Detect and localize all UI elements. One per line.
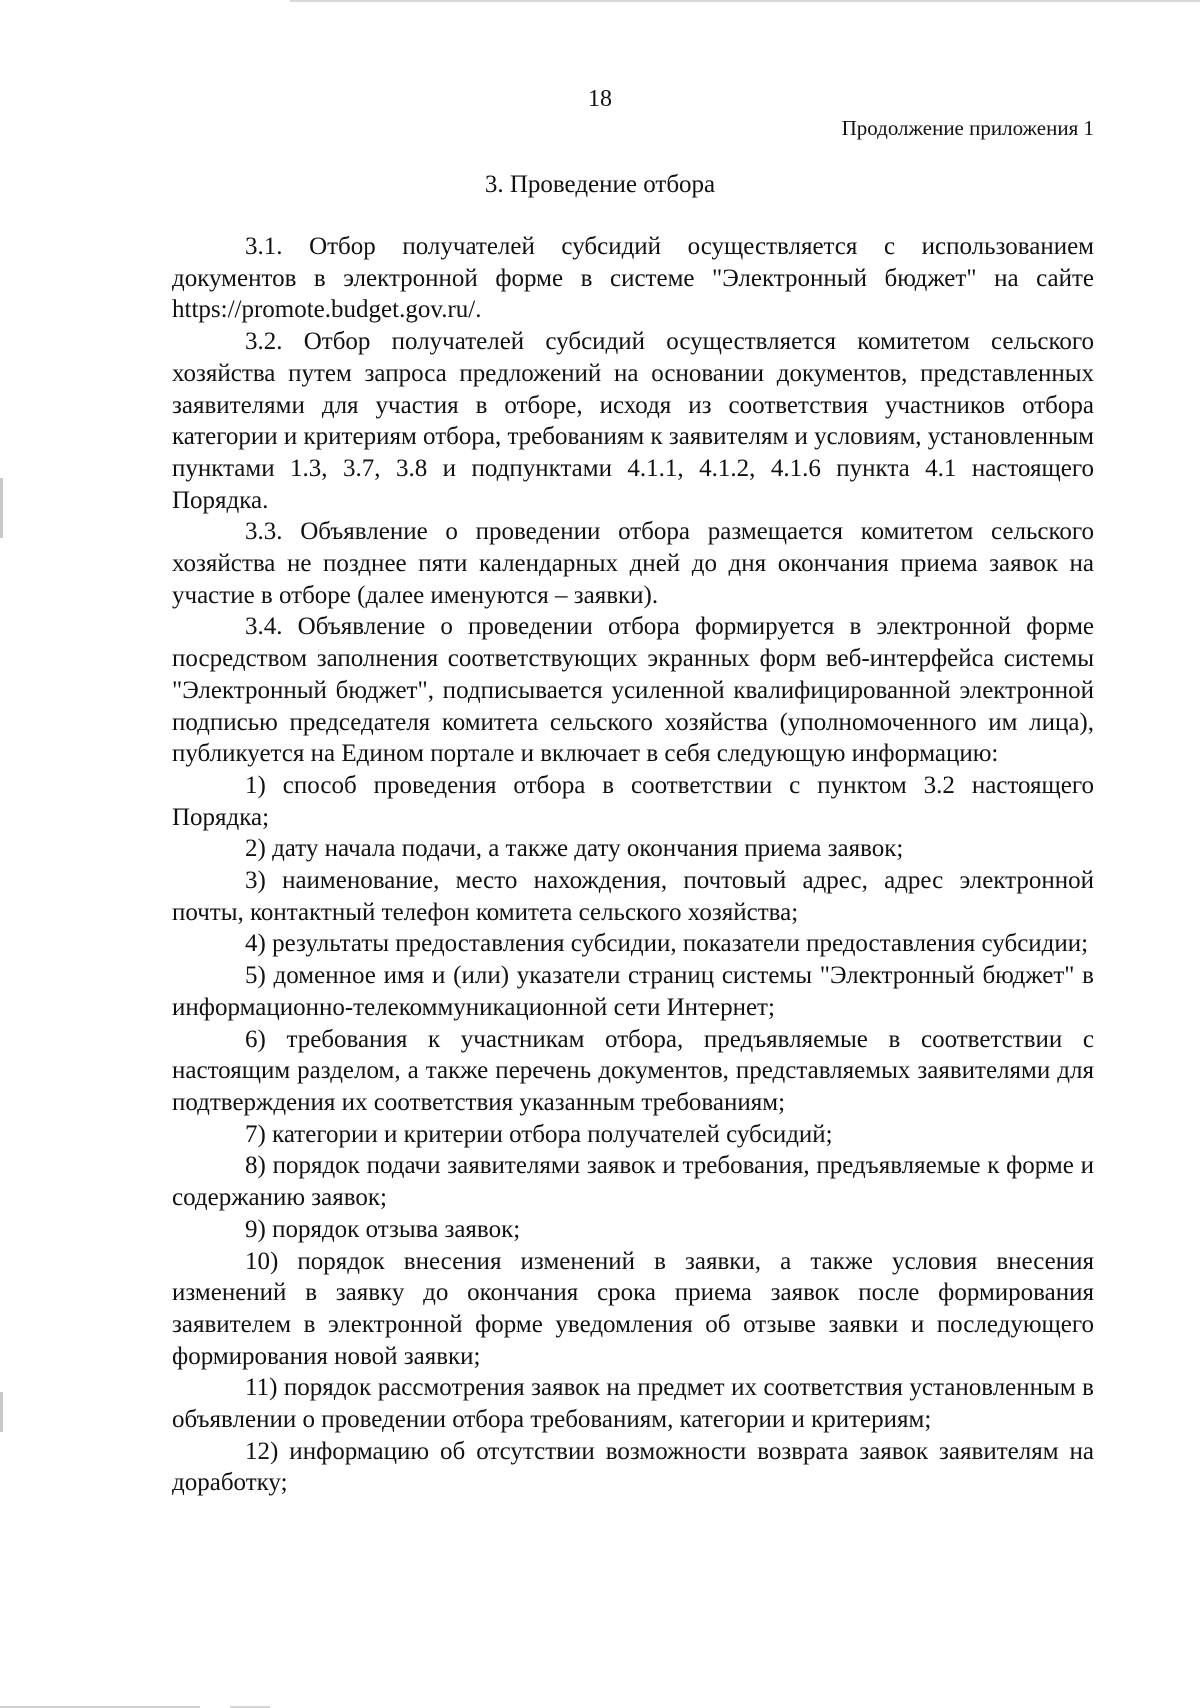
- scan-top-edge: [290, 0, 1200, 2]
- scan-left-edge-mark: [0, 478, 3, 538]
- list-item: 9) порядок отзыва заявок;: [245, 1215, 521, 1243]
- list-item: 5) доменное имя и (или) указатели страниц системы "Электронный бюджет" в информационно-телекоммуникационной сети Интернет;: [172, 962, 1094, 1021]
- paragraph: 3.2. Отбор получателей субсидий осуществляется комитетом сельского хозяйства путем запроса предложений на основании документов, представленных заявителями для участия в отборе, исходя из соответствия участников отбора категории и критериям отбора, требованиям к заявителям и условиям, установленным пунктами 1.3, 3.7, 3.8 и подпунктами 4.1.1, 4.1.2, 4.1.6 пункта 4.1 настоящего Порядка.: [172, 328, 1094, 514]
- body-text: [172, 231, 1094, 1499]
- paragraph: 3.1. Отбор получателей субсидий осуществляется с использованием документов в электронной форме в системе "Электронный бюджет" на сайте https://promote.budget.gov.ru/.: [172, 233, 1094, 324]
- scan-left-edge-mark: [0, 1392, 3, 1432]
- list-item: 4) результаты предоставления субсидии, показатели предоставления субсидии;: [245, 930, 1089, 958]
- list-item: 3) наименование, место нахождения, почтовый адрес, адрес электронной почты, контактный телефон комитета сельского хозяйства;: [172, 867, 1094, 926]
- list-item: 12) информацию об отсутствии возможности возврата заявок заявителям на доработку;: [172, 1437, 1094, 1497]
- paragraph: 3.4. Объявление о проведении отбора формируется в электронной форме посредством заполнения соответствующих экранных форм веб-интерфейса системы "Электронный бюджет", подписывается усиленной квалифицированной электронной подписью председателя комитета сельского хозяйства (уполномоченного им лица), публикуется на Едином портале и включает в себя следующую информацию:: [172, 613, 1094, 768]
- appendix-continuation-note: Продолжение приложения 1: [841, 116, 1094, 140]
- list-item: 6) требования к участникам отбора, предъявляемые в соответствии с настоящим разделом, а также перечень документов, представляемых заявителями для подтверждения их соответствия указанным требованиям;: [172, 1025, 1094, 1116]
- list-item: 10) порядок внесения изменений в заявки, а также условия внесения изменений в заявку до окончания срока приема заявок после формирования заявителем в электронной форме уведомления об отзыве заявки и последующего формирования новой заявки;: [172, 1247, 1094, 1370]
- list-item: 8) порядок подачи заявителями заявок и требования, предъявляемые к форме и содержанию заявок;: [172, 1152, 1094, 1212]
- section-title: 3. Проведение отбора: [484, 171, 716, 198]
- list-item: 11) порядок рассмотрения заявок на предмет их соответствия установленным в объявлении о проведении отбора требованиям, категории и критериям;: [172, 1374, 1094, 1434]
- list-item: 1) способ проведения отбора в соответствии с пунктом 3.2 настоящего Порядка;: [172, 771, 1094, 831]
- page-number: 18: [588, 86, 612, 112]
- list-item: 2) дату начала подачи, а также дату окончания приема заявок;: [245, 835, 904, 863]
- list-item: 7) категории и критерии отбора получателей субсидий;: [245, 1120, 833, 1148]
- paragraph: 3.3. Объявление о проведении отбора размещается комитетом сельского хозяйства не позднее пяти календарных дней до дня окончания приема заявок на участие в отборе (далее именуются – заявки).: [172, 518, 1094, 609]
